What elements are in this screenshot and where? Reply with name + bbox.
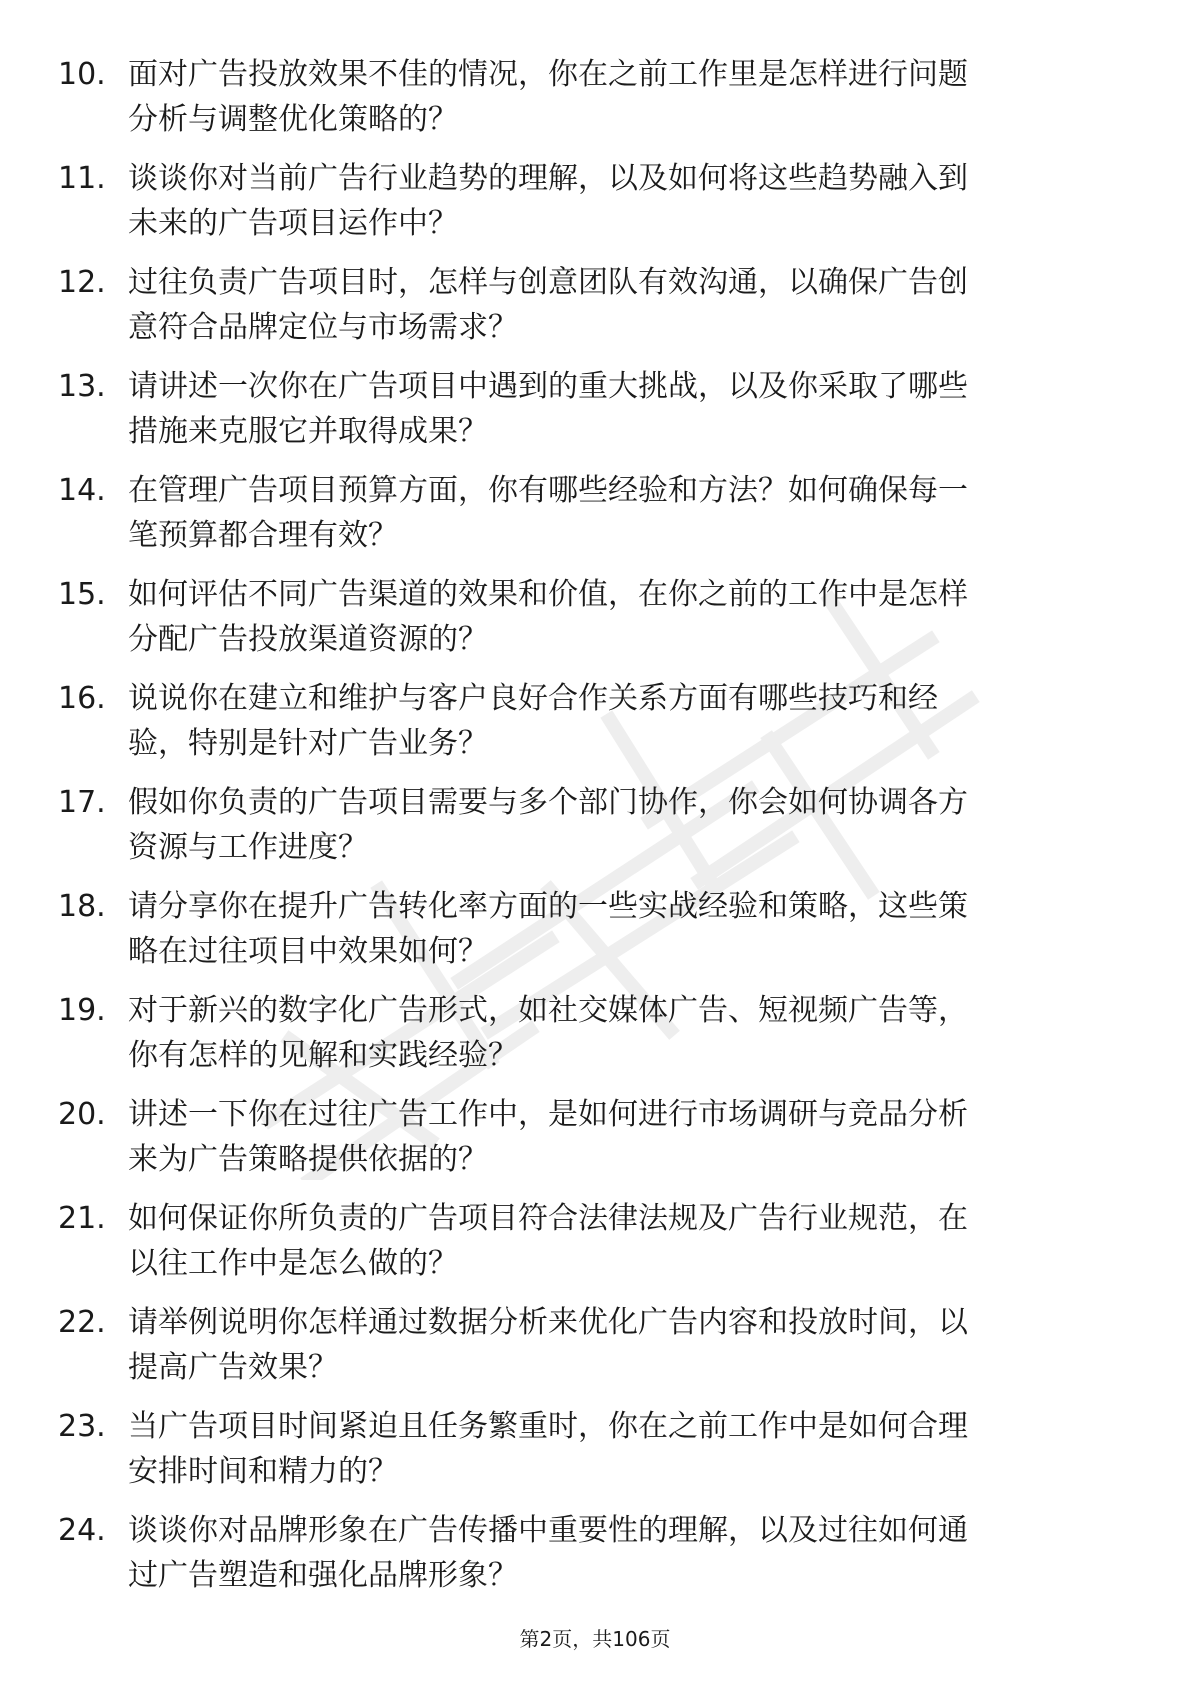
- question-text: [128, 676, 1118, 766]
- question-text-line: 假如你负责的广告项目需要与多个部门协作，你会如何协调各方: [128, 785, 968, 820]
- question-number: 10.: [58, 57, 106, 92]
- question-item: [58, 52, 1118, 156]
- question-number: 12.: [58, 265, 106, 300]
- question-number: 23.: [58, 1409, 106, 1444]
- question-number: 16.: [58, 681, 106, 716]
- question-number: 15.: [58, 577, 106, 612]
- question-text: [128, 260, 1118, 350]
- question-number: 19.: [58, 993, 106, 1028]
- question-text-line: 请举例说明你怎样通过数据分析来优化广告内容和投放时间，以: [128, 1305, 968, 1340]
- question-text-line: 讲述一下你在过往广告工作中，是如何进行市场调研与竞品分析: [128, 1097, 968, 1132]
- question-text: [128, 884, 1118, 974]
- question-text: [128, 1508, 1118, 1598]
- question-number: 24.: [58, 1513, 106, 1548]
- question-text-line: 谈谈你对当前广告行业趋势的理解，以及如何将这些趋势融入到: [128, 161, 968, 196]
- question-text-line: 请分享你在提升广告转化率方面的一些实战经验和策略，这些策: [128, 889, 968, 924]
- question-number: 14.: [58, 473, 106, 508]
- question-item: [58, 884, 1118, 988]
- question-text-line: 你有怎样的见解和实践经验？: [128, 1038, 518, 1073]
- question-text: [128, 988, 1118, 1078]
- question-text: [128, 1092, 1118, 1182]
- question-list: [58, 52, 1118, 1612]
- question-text-line: 对于新兴的数字化广告形式，如社交媒体广告、短视频广告等，: [128, 993, 968, 1028]
- question-text: [128, 52, 1118, 142]
- question-text-line: 请讲述一次你在广告项目中遇到的重大挑战，以及你采取了哪些: [128, 369, 968, 404]
- question-text: [128, 1300, 1118, 1390]
- question-number: 13.: [58, 369, 106, 404]
- question-text: [128, 780, 1118, 870]
- question-text-line: 未来的广告项目运作中？: [128, 206, 458, 241]
- question-text-line: 以往工作中是怎么做的？: [128, 1246, 458, 1281]
- question-item: [58, 1300, 1118, 1404]
- question-text-line: 过广告塑造和强化品牌形象？: [128, 1558, 518, 1593]
- question-item: [58, 260, 1118, 364]
- question-text-line: 当广告项目时间紧迫且任务繁重时，你在之前工作中是如何合理: [128, 1409, 968, 1444]
- question-text-line: 分析与调整优化策略的？: [128, 102, 458, 137]
- question-item: [58, 988, 1118, 1092]
- question-item: [58, 780, 1118, 884]
- question-text: [128, 468, 1118, 558]
- question-text-line: 如何保证你所负责的广告项目符合法律法规及广告行业规范，在: [128, 1201, 968, 1236]
- question-item: [58, 676, 1118, 780]
- question-text-line: 笔预算都合理有效？: [128, 518, 398, 553]
- question-text: [128, 156, 1118, 246]
- question-number: 18.: [58, 889, 106, 924]
- question-item: [58, 1196, 1118, 1300]
- question-item: [58, 1508, 1118, 1612]
- question-item: [58, 468, 1118, 572]
- question-text-line: 面对广告投放效果不佳的情况，你在之前工作里是怎样进行问题: [128, 57, 968, 92]
- question-text-line: 谈谈你对品牌形象在广告传播中重要性的理解，以及过往如何通: [128, 1513, 968, 1548]
- question-text-line: 资源与工作进度？: [128, 830, 368, 865]
- question-text-line: 措施来克服它并取得成果？: [128, 414, 488, 449]
- question-number: 22.: [58, 1305, 106, 1340]
- question-text-line: 说说你在建立和维护与客户良好合作关系方面有哪些技巧和经: [128, 681, 938, 716]
- question-item: [58, 156, 1118, 260]
- question-text: [128, 1196, 1118, 1286]
- question-text-line: 过往负责广告项目时，怎样与创意团队有效沟通，以确保广告创: [128, 265, 968, 300]
- question-text-line: 提高广告效果？: [128, 1350, 338, 1385]
- question-text: [128, 572, 1118, 662]
- question-text-line: 验，特别是针对广告业务？: [128, 726, 488, 761]
- question-number: 20.: [58, 1097, 106, 1132]
- question-text: [128, 1404, 1118, 1494]
- question-text-line: 在管理广告项目预算方面，你有哪些经验和方法？如何确保每一: [128, 473, 968, 508]
- question-text-line: 安排时间和精力的？: [128, 1454, 398, 1489]
- question-number: 21.: [58, 1201, 106, 1236]
- question-text-line: 略在过往项目中效果如何？: [128, 934, 488, 969]
- question-text: [128, 364, 1118, 454]
- question-text-line: 分配广告投放渠道资源的？: [128, 622, 488, 657]
- page-footer: 第2页，共106页: [519, 1627, 671, 1651]
- question-item: [58, 1092, 1118, 1196]
- question-item: [58, 572, 1118, 676]
- question-item: [58, 364, 1118, 468]
- question-number: 17.: [58, 785, 106, 820]
- question-text-line: 意符合品牌定位与市场需求？: [128, 310, 518, 345]
- question-item: [58, 1404, 1118, 1508]
- question-text-line: 来为广告策略提供依据的？: [128, 1142, 488, 1177]
- question-text-line: 如何评估不同广告渠道的效果和价值，在你之前的工作中是怎样: [128, 577, 968, 612]
- question-number: 11.: [58, 161, 106, 196]
